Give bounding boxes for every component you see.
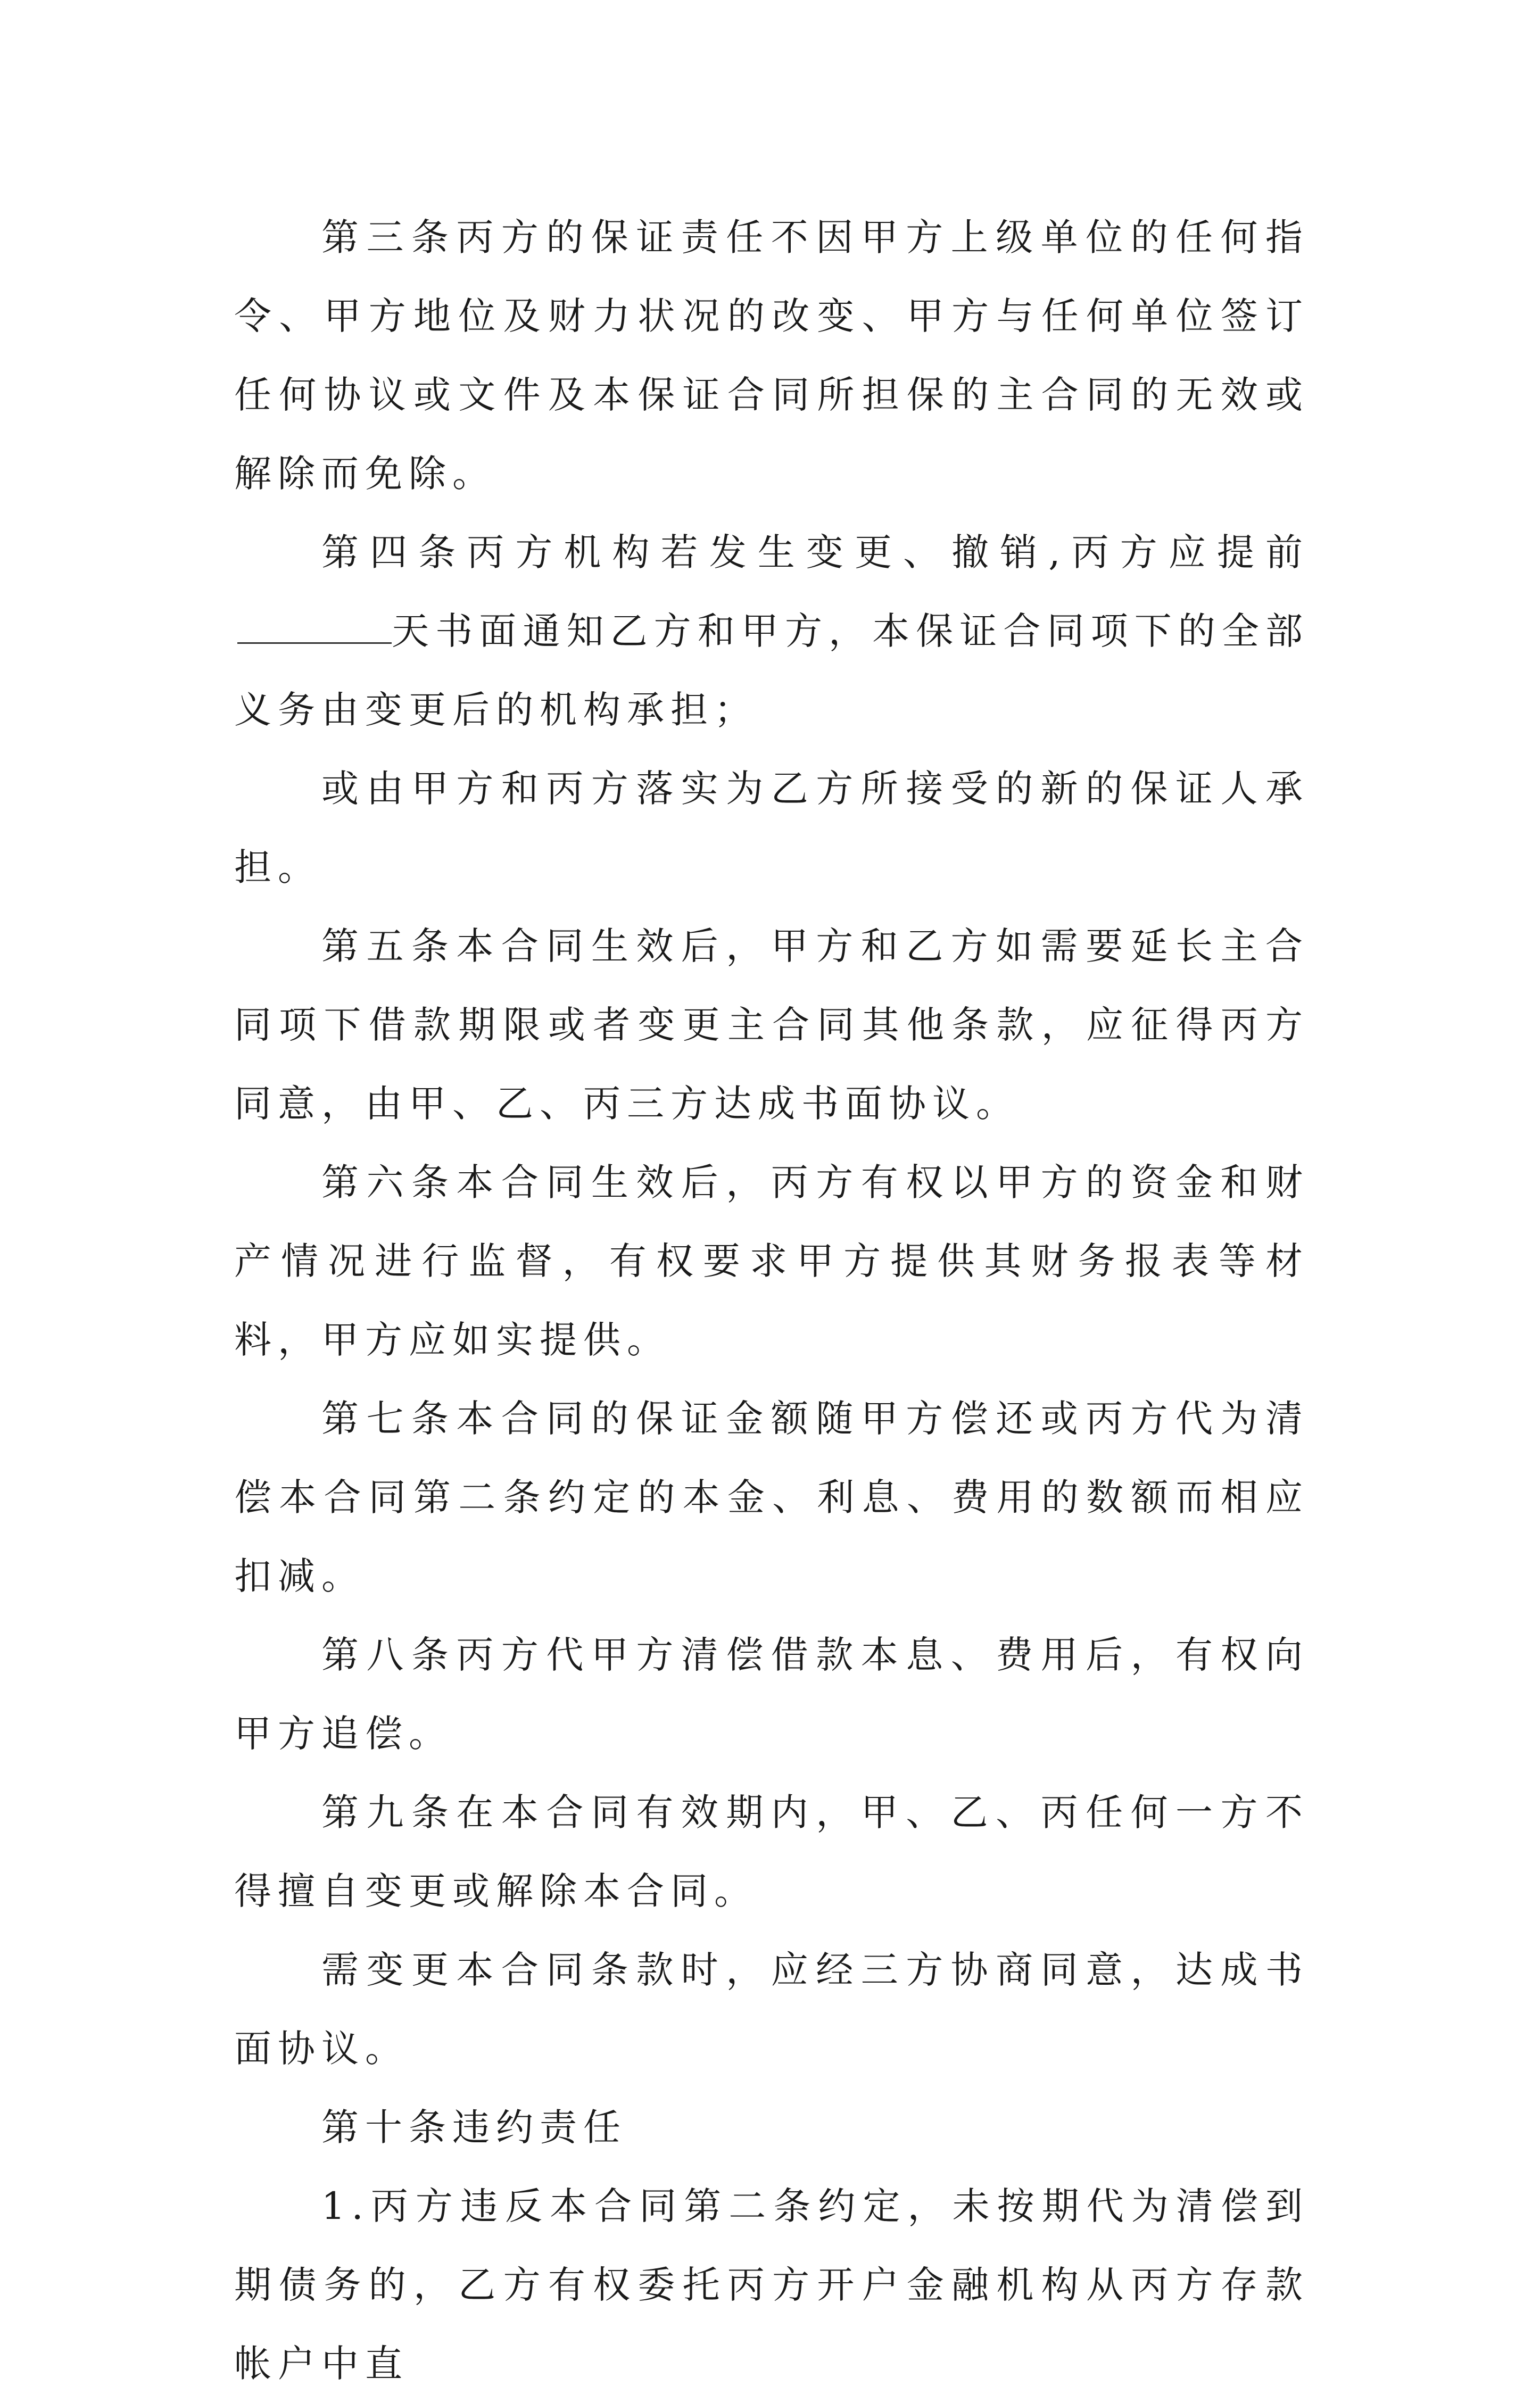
article-8-paragraph: 第八条丙方代甲方清偿借款本息、费用后，有权向甲方追偿。 — [234, 1633, 1309, 1755]
document-body — [234, 198, 1309, 2403]
article-10-heading: 第十条违约责任 — [321, 2106, 627, 2149]
article-4-alternative-paragraph: 或由甲方和丙方落实为乙方所接受的新的保证人承担。 — [234, 767, 1309, 889]
article-6-paragraph: 第六条本合同生效后，丙方有权以甲方的资金和财产情况进行监督，有权要求甲方提供其财务报表等材料，甲方应如实提供。 — [234, 1161, 1309, 1362]
article-9-amendment-paragraph: 需变更本合同条款时，应经三方协商同意，达成书面协议。 — [234, 1948, 1309, 2070]
article-7-paragraph: 第七条本合同的保证金额随甲方偿还或丙方代为清偿本合同第二条约定的本金、利息、费用的数额而相应扣减。 — [234, 1397, 1309, 1598]
article-10-item-1-paragraph: 1.丙方违反本合同第二条约定，未按期代为清偿到期债务的，乙方有权委托丙方开户金融机构从丙方存款帐户中直 — [234, 2184, 1309, 2385]
article-4-paragraph — [234, 513, 1309, 749]
days-blank-field — [237, 605, 392, 644]
article-3-paragraph: 第三条丙方的保证责任不因甲方上级单位的任何指令、甲方地位及财力状况的改变、甲方与任何单位签订任何协议或文件及本保证合同所担保的主合同的无效或解除而免除。 — [234, 216, 1309, 495]
article-5-paragraph: 第五条本合同生效后，甲方和乙方如需要延长主合同项下借款期限或者变更主合同其他条款，应征得丙方同意，由甲、乙、丙三方达成书面协议。 — [234, 924, 1309, 1125]
article-4-text-after-blank: 天书面通知乙方和甲方，本保证合同项下的全部义务由变更后的机构承担； — [234, 609, 1309, 732]
article-4-text-before-blank: 第四条丙方机构若发生变更、撤销,丙方应提前 — [321, 531, 1309, 574]
article-9-paragraph: 第九条在本合同有效期内，甲、乙、丙任何一方不得擅自变更或解除本合同。 — [234, 1791, 1309, 1913]
